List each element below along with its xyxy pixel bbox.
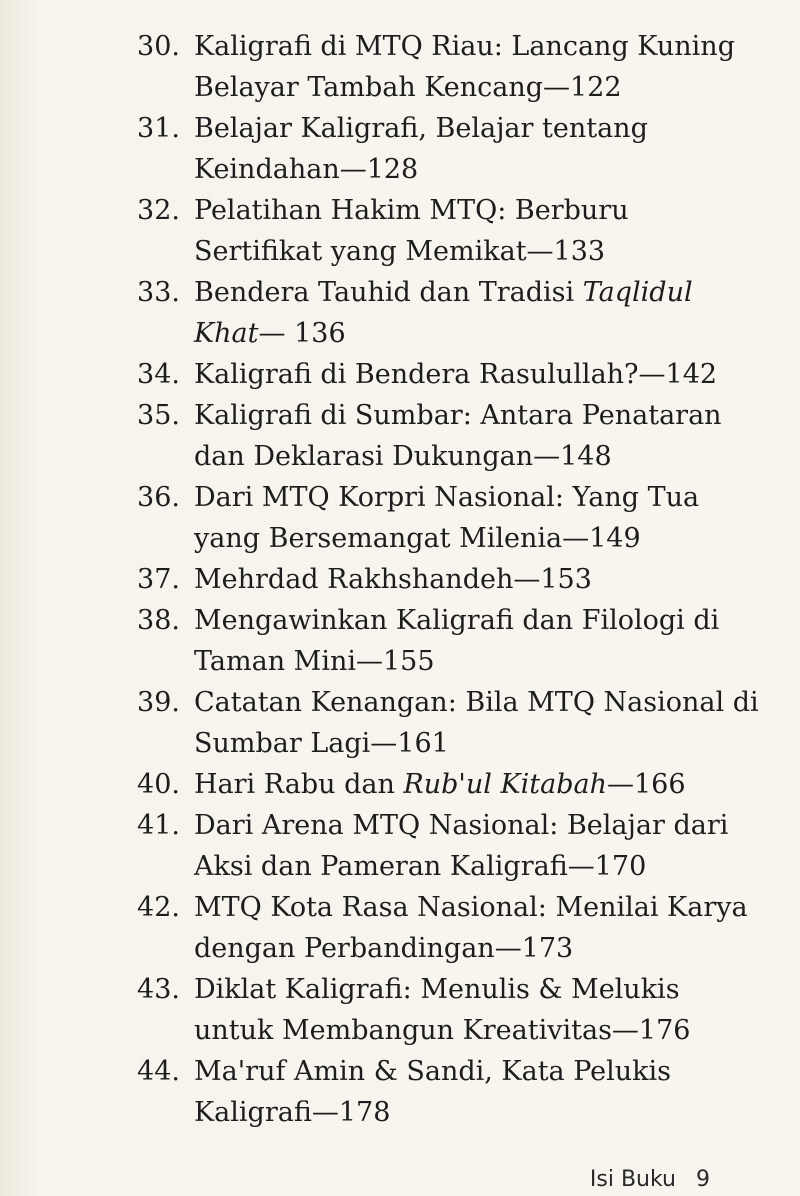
toc-entry-number: 30. <box>137 31 180 62</box>
toc-entry <box>122 272 762 354</box>
toc-entry-title <box>194 969 762 1051</box>
toc-entry-text: Kaligrafi di Bendera Rasulullah?—142 <box>194 359 718 390</box>
toc-entry-text: Hari Rabu dan <box>194 769 404 800</box>
toc-entry <box>122 559 762 600</box>
toc-entry-number: 42. <box>137 892 180 923</box>
toc-entry-title <box>194 887 762 969</box>
toc-entry-italic-text: Taqlidul Khat <box>194 277 693 349</box>
toc-entry-title <box>194 559 762 600</box>
table-of-contents <box>122 26 762 1133</box>
toc-entry-title <box>194 190 762 272</box>
toc-entry-number: 37. <box>137 564 180 595</box>
footer-section-title: Isi Buku <box>589 1167 676 1192</box>
toc-entry-text: — 136 <box>258 318 346 349</box>
toc-entry-number: 35. <box>137 400 180 431</box>
toc-entry-text: Dari Arena MTQ Nasional: Belajar dari Aksi dan Pameran Kaligrafi—170 <box>194 810 729 882</box>
toc-entry-number: 44. <box>137 1056 180 1087</box>
toc-entry-text: —166 <box>606 769 686 800</box>
toc-entry <box>122 805 762 887</box>
toc-entry <box>122 395 762 477</box>
toc-entry <box>122 354 762 395</box>
toc-entry <box>122 108 762 190</box>
toc-entry-number: 39. <box>137 687 180 718</box>
toc-entry-number: 32. <box>137 195 180 226</box>
toc-entry-title <box>194 395 762 477</box>
toc-entry-text: Mengawinkan Kaligrafi dan Filologi di Taman Mini—155 <box>194 605 720 677</box>
toc-entry <box>122 682 762 764</box>
toc-entry <box>122 26 762 108</box>
toc-entry-title <box>194 354 762 395</box>
toc-entry-text: Kaligrafi di Sumbar: Antara Penataran dan Deklarasi Dukungan—148 <box>194 400 722 472</box>
toc-entry <box>122 764 762 805</box>
toc-entry-number: 33. <box>137 277 180 308</box>
toc-entry-number: 36. <box>137 482 180 513</box>
toc-entry-title <box>194 477 762 559</box>
toc-entry-number: 38. <box>137 605 180 636</box>
toc-entry <box>122 190 762 272</box>
toc-entry <box>122 887 762 969</box>
page-number: 9 <box>696 1167 710 1192</box>
toc-entry-title <box>194 682 762 764</box>
toc-entry <box>122 969 762 1051</box>
toc-entry-number: 34. <box>137 359 180 390</box>
toc-entry-text: Dari MTQ Korpri Nasional: Yang Tua yang Bersemangat Milenia—149 <box>194 482 700 554</box>
toc-entry-text: Kaligrafi di MTQ Riau: Lancang Kuning Belayar Tambah Kencang—122 <box>194 31 735 103</box>
toc-entry-text: MTQ Kota Rasa Nasional: Menilai Karya dengan Perbandingan—173 <box>194 892 748 964</box>
toc-entry-title <box>194 805 762 887</box>
toc-entry <box>122 600 762 682</box>
toc-entry-number: 40. <box>137 769 180 800</box>
toc-entry-title <box>194 272 762 354</box>
toc-entry-number: 43. <box>137 974 180 1005</box>
toc-entry-text: Diklat Kaligrafi: Menulis & Melukis untuk Membangun Kreativitas—176 <box>194 974 691 1046</box>
toc-entry-number: 41. <box>137 810 180 841</box>
toc-entry-title <box>194 108 762 190</box>
toc-entry-text: Pelatihan Hakim MTQ: Berburu Sertifikat yang Memikat—133 <box>194 195 629 267</box>
toc-entry-text: Mehrdad Rakhshandeh—153 <box>194 564 592 595</box>
toc-entry <box>122 1051 762 1133</box>
toc-entry-text: Bendera Tauhid dan Tradisi <box>194 277 583 308</box>
toc-entry-title <box>194 764 762 805</box>
page-footer <box>590 1167 710 1192</box>
toc-entry-title <box>194 1051 762 1133</box>
toc-entry-number: 31. <box>137 113 180 144</box>
toc-entry <box>122 477 762 559</box>
toc-entry-italic-text: Rub'ul Kitabah <box>403 769 607 800</box>
toc-entry-text: Belajar Kaligrafi, Belajar tentang Keindahan—128 <box>194 113 648 185</box>
toc-entry-text: Catatan Kenangan: Bila MTQ Nasional di Sumbar Lagi—161 <box>194 687 759 759</box>
toc-entry-text: Ma'ruf Amin & Sandi, Kata Pelukis Kaligrafi—178 <box>194 1056 672 1128</box>
toc-entry-title <box>194 26 762 108</box>
toc-entry-title <box>194 600 762 682</box>
